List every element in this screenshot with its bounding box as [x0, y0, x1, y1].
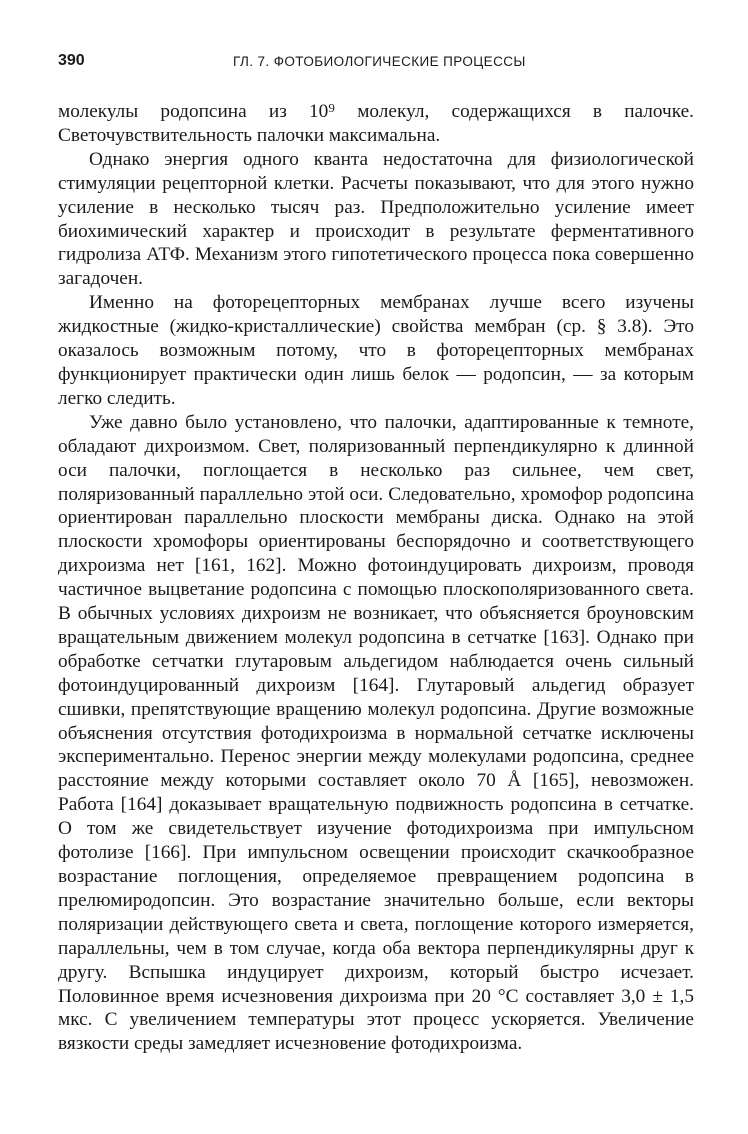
body-text — [58, 100, 694, 1056]
paragraph: Уже давно было установлено, что палочки, адаптированные к темноте, обладают дихроизмом. Свет, поляризованный перпендикулярно к длинной оси палочки, поглощается в несколько раз сильнее, чем свет, поляризованный параллельно этой оси. Следовательно, хромофор родопсина ориентирован параллельно плоскости мембраны диска. Однако на этой плоскости хромофоры ориентированы беспорядочно и соответствующего дихроизма нет [161, 162]. Можно фотоиндуцировать дихроизм, проводя частичное выцветание родопсина с помощью плоскополяризованного света. В обычных условиях дихроизм не возникает, что объясняется броуновским вращательным движением молекул родопсина в сетчатке [163]. Однако при обработке сетчатки глутаровым альдегидом наблюдается очень сильный фотоиндуцированный дихроизм [164]. Глутаровый альдегид образует сшивки, препятствующие вращению молекул родопсина. Другие возможные объяснения отсутствия фотодихроизма в нормальной сетчатке исключены экспериментально. Перенос энергии между молекулами родопсина, среднее расстояние между которыми составляет около 70 Å [165], невозможен. Работа [164] доказывает вращательную подвижность родопсина в сетчатке. О том же свидетельствует изучение фотодихроизма при импульсном фотолизе [166]. При импульсном освещении происходит скачкообразное возрастание поглощения, определяемое превращением родопсина в прелюмиродопсин. Это возрастание значительно больше, если векторы поляризации действующего света и света, поглощение которого измеряется, параллельны, чем в том случае, когда оба вектора перпендикулярны друг к другу. Вспышка индуцирует дихроизм, который быстро исчезает. Половинное время исчезновения дихроизма при 20 °C составляет 3,0 ± 1,5 мкс. С увеличением температуры этот процесс ускоряется. Увеличение вязкости среды замедляет исчезновение фотодихроизма. — [58, 411, 694, 1055]
paragraph: молекулы родопсина из 10⁹ молекул, содержащихся в палочке. Светочувствительность палочки максимальна. — [58, 101, 694, 146]
page-header — [58, 52, 694, 80]
paragraph: Однако энергия одного кванта недостаточна для физиологической стимуляции рецепторной клетки. Расчеты показывают, что для этого нужно усиление в несколько тысяч раз. Предположительно усиление имеет биохимический характер и происходит в результате ферментативного гидролиза АТФ. Механизм этого гипотетического процесса пока совершенно загадочен. — [58, 148, 694, 290]
paragraph: Именно на фоторецепторных мембранах лучше всего изучены жидкостные (жидко-кристаллические) свойства мембран (ср. § 3.8). Это оказалось возможным потому, что в фоторецепторных мембранах функционирует практически один лишь белок — родопсин, — за которым легко следить. — [58, 292, 694, 409]
page-number: 390 — [58, 52, 85, 69]
book-page — [58, 52, 694, 1056]
running-title: ГЛ. 7. ФОТОБИОЛОГИЧЕСКИЕ ПРОЦЕССЫ — [233, 54, 526, 69]
